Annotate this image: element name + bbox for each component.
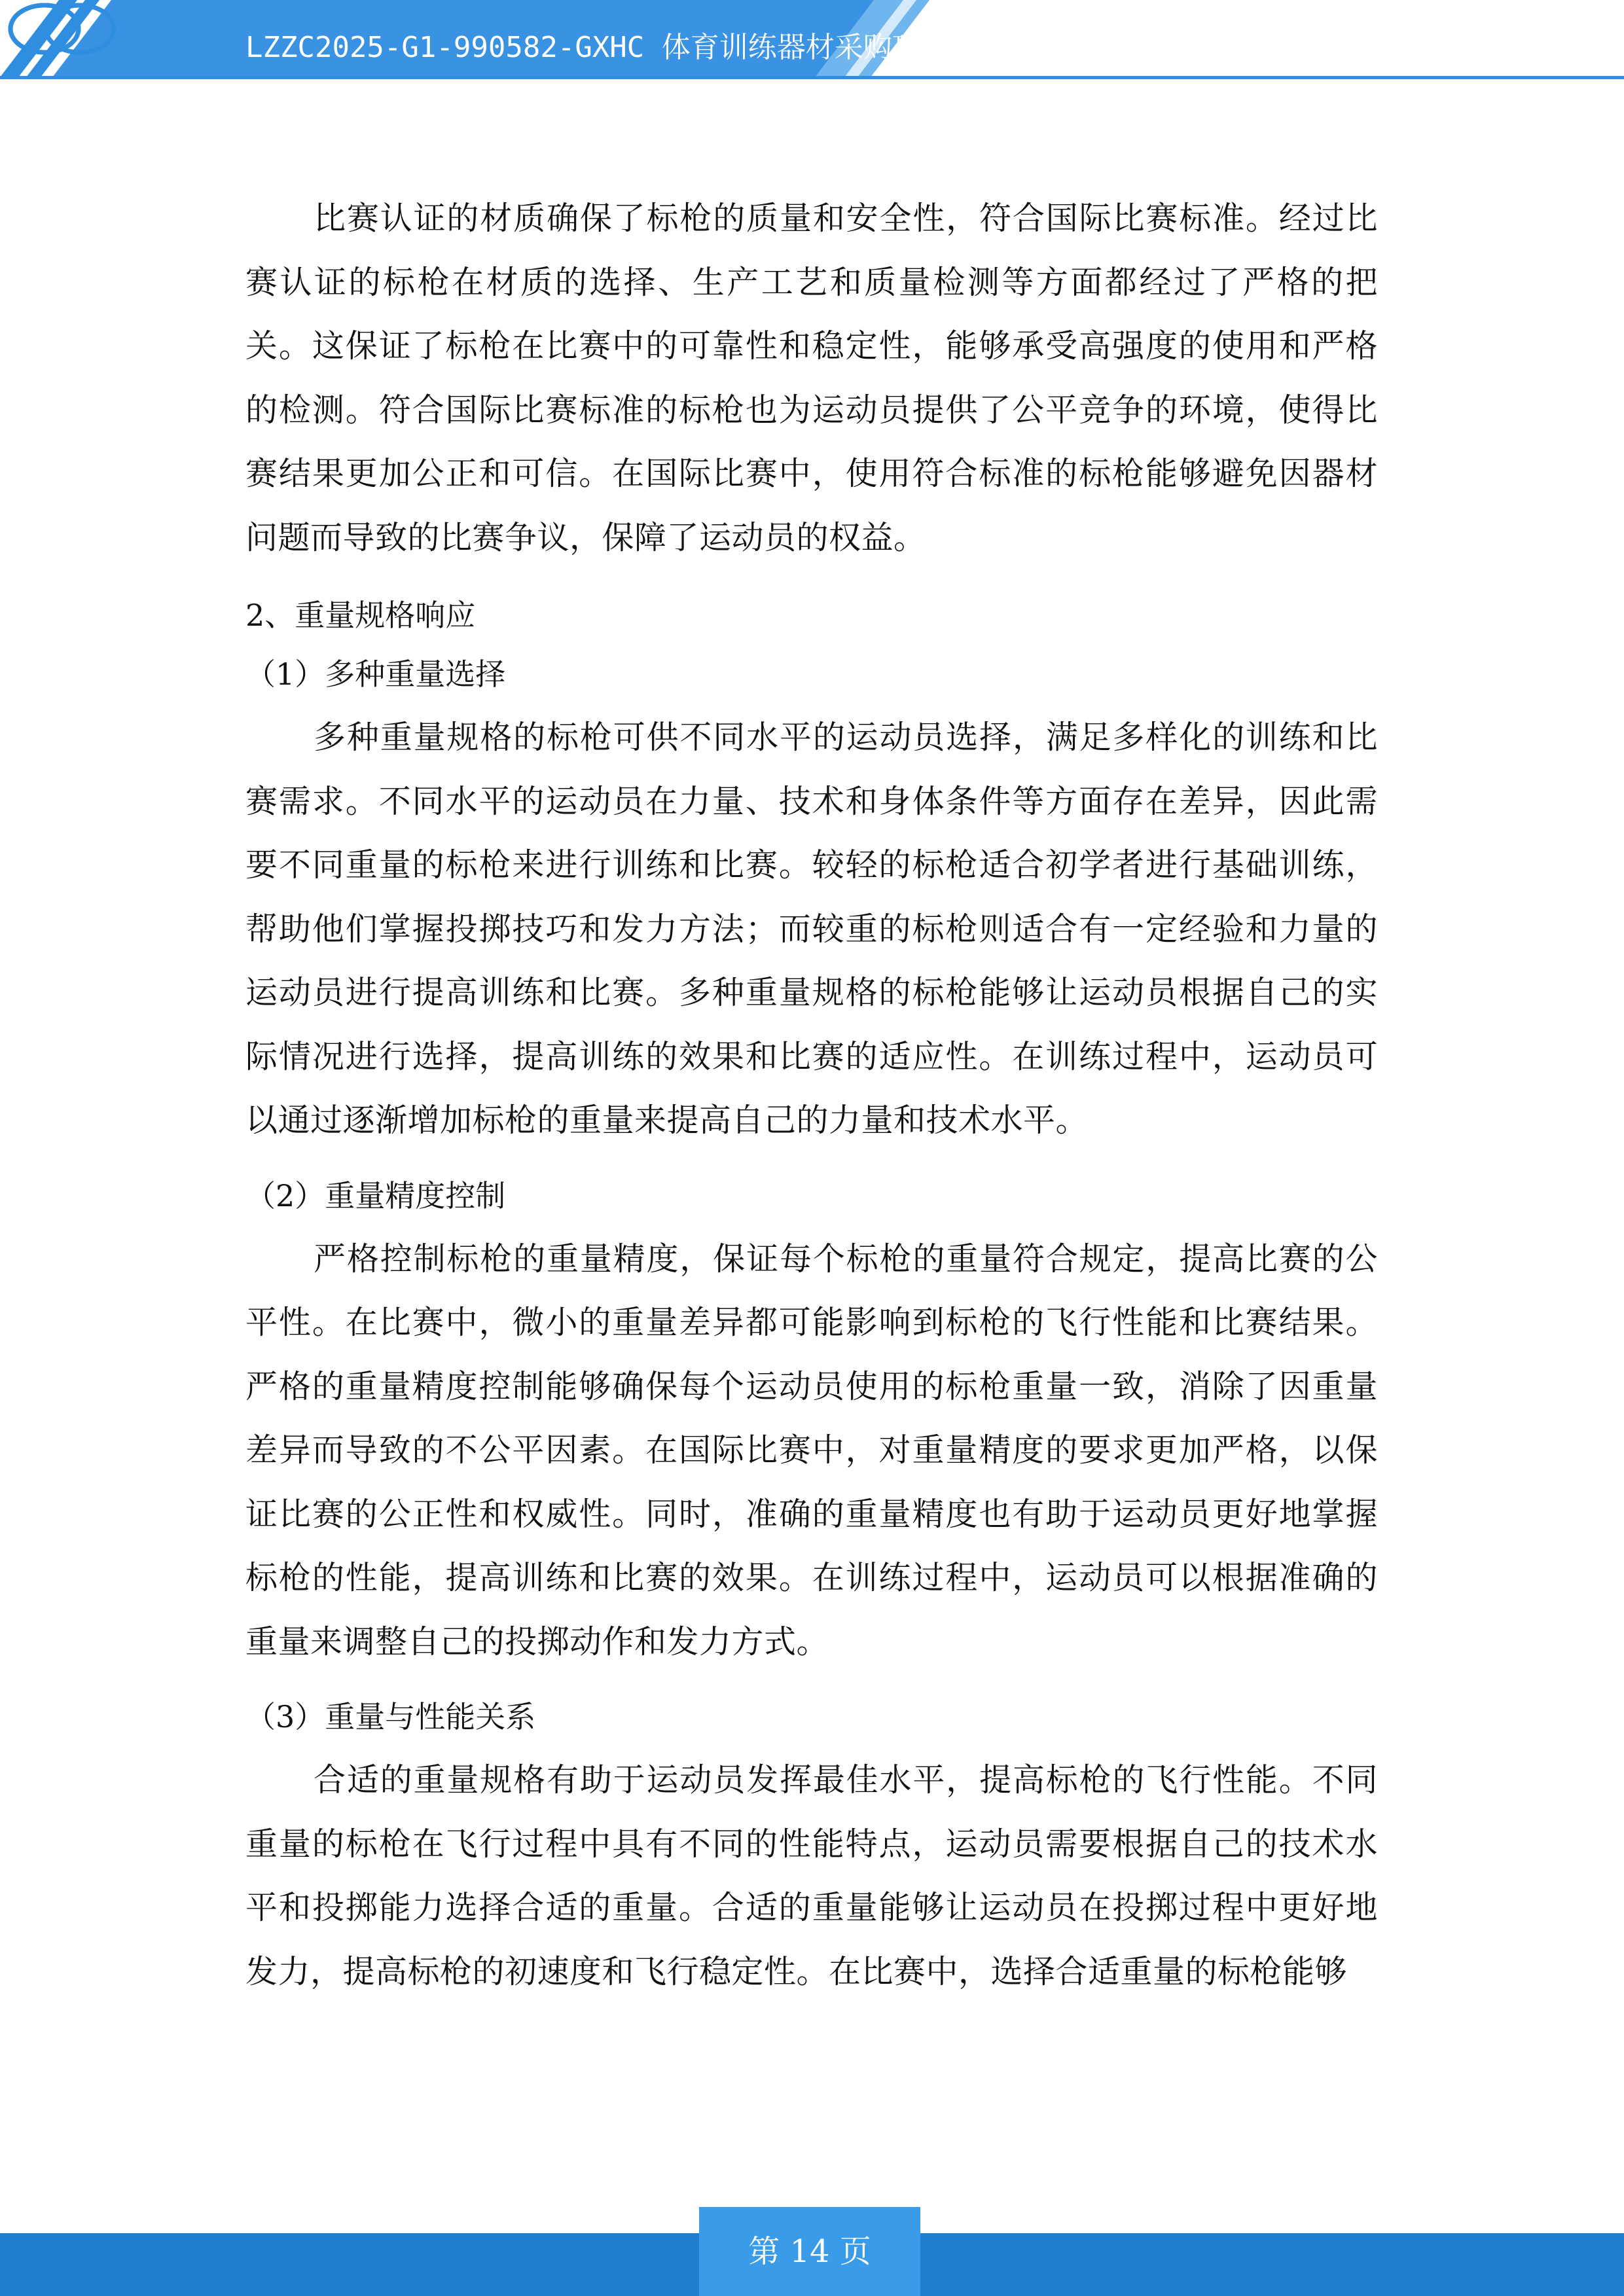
document-body	[245, 187, 1378, 2003]
rings-logo-icon	[0, 0, 131, 59]
subsection-paragraph: 多种重量规格的标枪可供不同水平的运动员选择，满足多样化的训练和比赛需求。不同水平的运动员在力量、技术和身体条件等方面存在差异，因此需要不同重量的标枪来进行训练和比赛。较轻的标枪适合初学者进行基础训练，帮助他们掌握投掷技巧和发力方法；而较重的标枪则适合有一定经验和力量的运动员进行提高训练和比赛。多种重量规格的标枪能够让运动员根据自己的实际情况进行选择，提高训练的效果和比赛的适应性。在训练过程中，运动员可以通过逐渐增加标枪的重量来提高自己的力量和技术水平。	[245, 719, 1378, 1139]
page-number: 第 14 页	[748, 2233, 871, 2270]
intro-paragraph: 比赛认证的材质确保了标枪的质量和安全性，符合国际比赛标准。经过比赛认证的标枪在材质的选择、生产工艺和质量检测等方面都经过了严格的把关。这保证了标枪在比赛中的可靠性和稳定性，能够承受高强度的使用和严格的检测。符合国际比赛标准的标枪也为运动员提供了公平竞争的环境，使得比赛结果更加公正和可信。在国际比赛中，使用符合标准的标枪能够避免因器材问题而导致的比赛争议，保障了运动员的权益。	[245, 200, 1378, 556]
subsection-heading: （2）重量精度控制	[245, 1177, 506, 1213]
subsection-heading: （3）重量与性能关系	[245, 1699, 536, 1734]
subsection-paragraph: 合适的重量规格有助于运动员发挥最佳水平，提高标枪的飞行性能。不同重量的标枪在飞行过程中具有不同的性能特点，运动员需要根据自己的技术水平和投掷能力选择合适的重量。合适的重量能够让运动员在投掷过程中更好地发力，提高标枪的初速度和飞行稳定性。在比赛中，选择合适重量的标枪能够	[245, 1761, 1378, 1990]
page-header	[0, 0, 1624, 85]
section-heading: 2、重量规格响应	[245, 598, 476, 633]
header-title: LZZC2025-G1-990582-GXHC 体育训练器材采购项目投标文件	[245, 31, 1065, 64]
subsection-paragraph: 严格控制标枪的重量精度，保证每个标枪的重量符合规定，提高比赛的公平性。在比赛中，微小的重量差异都可能影响到标枪的飞行性能和比赛结果。严格的重量精度控制能够确保每个运动员使用的标枪重量一致，消除了因重量差异而导致的不公平因素。在国际比赛中，对重量精度的要求更加严格，以保证比赛的公正性和权威性。同时，准确的重量精度也有助于运动员更好地掌握标枪的性能，提高训练和比赛的效果。在训练过程中，运动员可以根据准确的重量来调整自己的投掷动作和发力方式。	[245, 1240, 1378, 1660]
subsection-heading: （1）多种重量选择	[245, 656, 506, 692]
